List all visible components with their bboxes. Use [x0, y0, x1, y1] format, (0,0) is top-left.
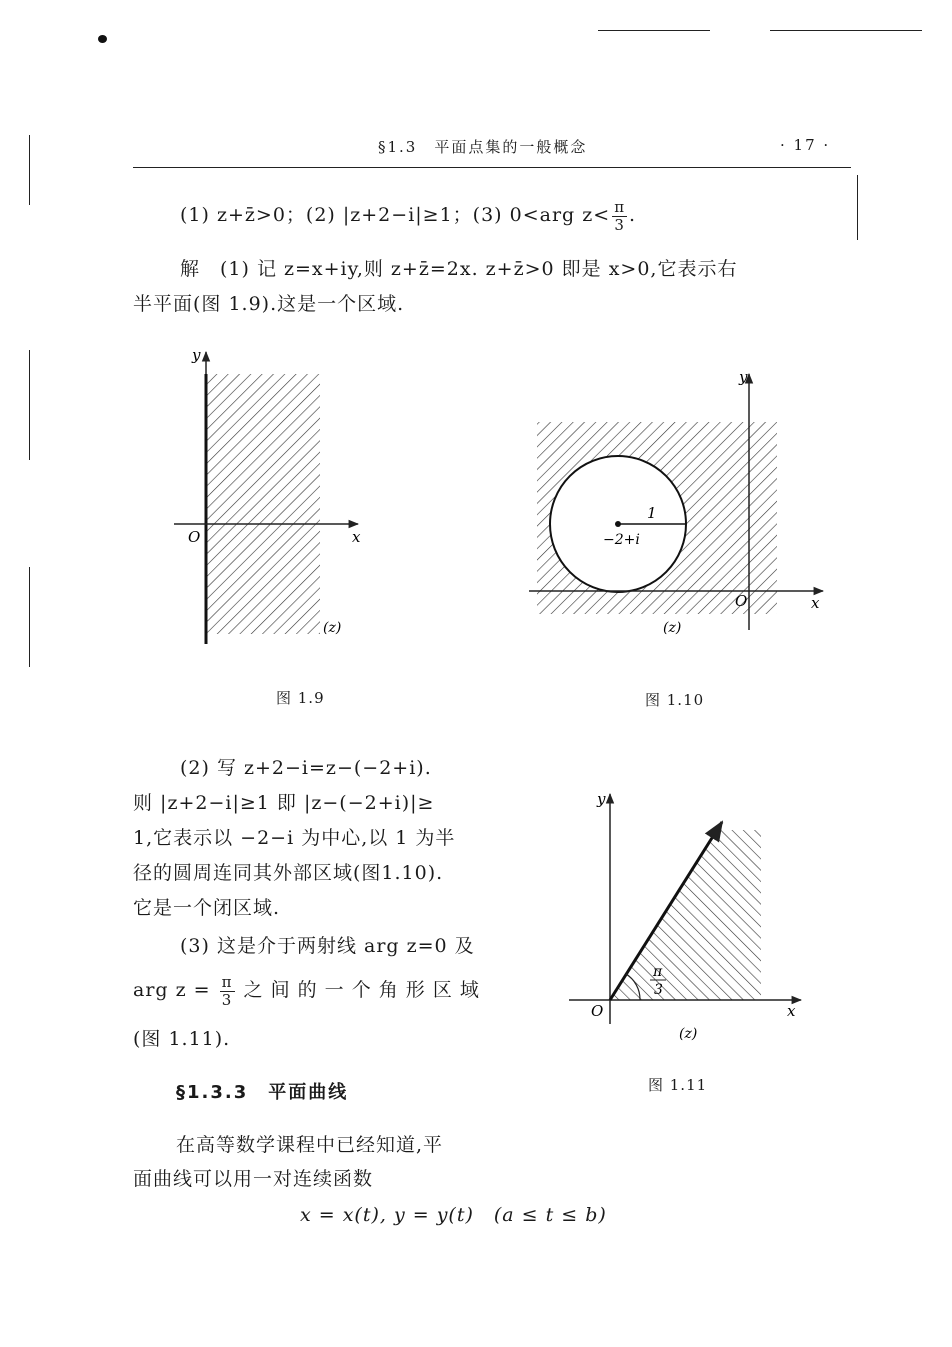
section-number: §1.3.3	[176, 1082, 249, 1103]
top-scan-rule	[598, 30, 710, 31]
arg-z-text: arg z =	[133, 979, 211, 1001]
margin-bar	[29, 567, 30, 667]
center-label: −2+i	[603, 532, 640, 548]
plane-label: (z)	[679, 1026, 698, 1042]
page-number: · 17 ·	[780, 136, 831, 154]
curves-line-1: 在高等数学课程中已经知道,平	[176, 1134, 444, 1156]
section-title: 平面曲线	[268, 1082, 349, 1103]
part2-line-4: 径的圆周连同其外部区域(图1.10).	[133, 862, 444, 884]
problem-text: (1) z+z̄>0；(2) |z+2−i|≥1；(3) 0<arg z<	[180, 204, 611, 226]
center-point	[615, 521, 621, 527]
pi-over-3-fraction	[220, 974, 235, 1009]
header-rule	[133, 167, 851, 168]
radius-label: 1	[647, 504, 657, 522]
origin-label: O	[735, 592, 748, 610]
plane-label: (z)	[323, 620, 342, 636]
y-axis-label: y	[597, 790, 606, 808]
x-axis-label: x	[811, 594, 820, 612]
angular-region-hatch	[610, 830, 761, 1000]
part3-line-3: (图 1.11).	[133, 1028, 231, 1050]
solution-line-2: 半平面(图 1.9).这是一个区域.	[133, 293, 405, 315]
figure-1-10-caption: 图 1.10	[645, 691, 705, 709]
margin-bar	[29, 135, 30, 205]
x-axis-label: x	[352, 528, 361, 546]
figure-1-9-caption: 图 1.9	[276, 689, 325, 707]
part2-line-1: (2) 写 z+2−i=z−(−2+i).	[180, 757, 432, 779]
running-header-section: §1.3 平面点集的一般概念	[378, 138, 588, 156]
x-axis-label: x	[787, 1002, 796, 1020]
figure-1-11	[565, 788, 815, 1048]
part3-line-2	[133, 973, 480, 1009]
figure-1-10	[525, 368, 835, 640]
top-scan-rule	[770, 30, 922, 31]
angular-region-text: 之 间 的 一 个 角 形 区 域	[243, 979, 480, 1001]
figure-1-11-caption: 图 1.11	[648, 1076, 708, 1094]
exterior-region-hatch	[537, 422, 777, 614]
pi-over-3-fraction	[612, 199, 627, 234]
margin-bar	[29, 350, 30, 460]
angle-numerator: π	[653, 964, 663, 980]
right-half-plane-hatch	[206, 374, 320, 634]
angle-denominator: 3	[654, 982, 663, 998]
origin-label: O	[188, 528, 201, 546]
frac-denominator: 3	[614, 215, 625, 234]
solution-line-1: 解 (1) 记 z=x+iy,则 z+z̄=2x. z+z̄>0 即是 x>0,它表示右	[180, 258, 738, 280]
frac-numerator: π	[614, 197, 626, 216]
part2-line-2: 则 |z+2−i|≥1 即 |z−(−2+i)|≥	[133, 792, 435, 814]
origin-label: O	[591, 1002, 604, 1020]
problem-statement	[180, 198, 636, 234]
parametric-formula: x = x(t), y = y(t) (a ≤ t ≤ b)	[300, 1204, 607, 1226]
y-axis-label: y	[739, 368, 748, 386]
ink-dot	[98, 35, 107, 43]
figure-1-9	[160, 340, 380, 650]
frac-numerator: π	[221, 972, 233, 991]
section-heading	[176, 1078, 348, 1104]
part2-line-3: 1,它表示以 −2−i 为中心,以 1 为半	[133, 827, 456, 849]
problem-end: .	[629, 204, 637, 226]
margin-bar	[857, 175, 858, 240]
curves-line-2: 面曲线可以用一对连续函数	[133, 1168, 374, 1190]
frac-denominator: 3	[221, 990, 233, 1009]
part3-line-1: (3) 这是介于两射线 arg z=0 及	[180, 935, 475, 957]
plane-label: (z)	[663, 620, 682, 636]
part2-line-5: 它是一个闭区域.	[133, 897, 281, 919]
y-axis-label: y	[192, 346, 201, 364]
